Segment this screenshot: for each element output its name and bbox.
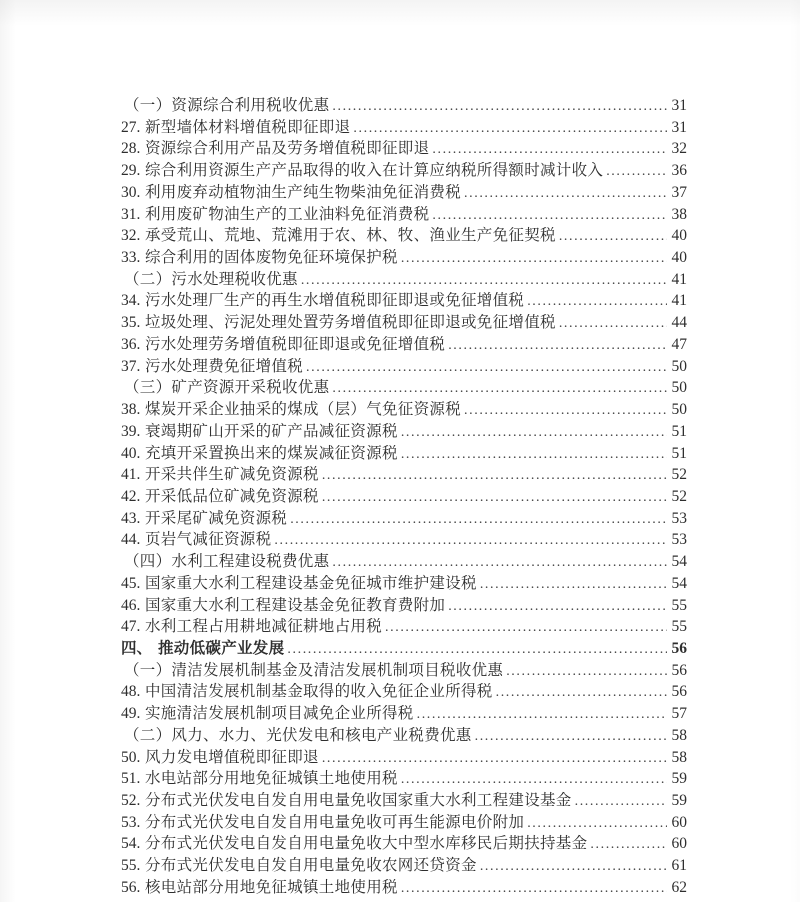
toc-entry-page: 60 — [671, 813, 687, 831]
toc-entry-page: 51 — [671, 444, 687, 462]
toc-entry-page: 52 — [671, 487, 687, 505]
toc-entry-title: （二）风力、水力、光伏发电和核电产业税费优惠 — [124, 726, 472, 744]
toc-entry-title: 垃圾处理、污泥处理处置劳务增值税即征即退或免征增值税 — [145, 314, 556, 332]
toc-entry-title: 利用废弃动植物油生产纯生物柴油免征消费税 — [145, 183, 462, 201]
toc-entry-page: 61 — [671, 857, 687, 875]
dot-leader — [287, 639, 667, 661]
toc-entry-page: 50 — [671, 379, 687, 397]
dot-leader — [506, 661, 667, 683]
toc-entry — [121, 529, 687, 551]
toc-entry — [121, 377, 687, 399]
toc-entry-title: 实施清洁发展机制项目减免企业所得税 — [145, 705, 414, 723]
toc-entry-page: 41 — [671, 292, 687, 310]
toc-entry-page: 62 — [671, 878, 687, 896]
toc-entry-number: 43. — [121, 509, 141, 527]
toc-entry-title: （一）资源综合利用税收优惠 — [124, 97, 330, 114]
toc-entry-page: 41 — [671, 270, 687, 288]
dot-leader — [322, 748, 667, 770]
toc-entry — [121, 703, 687, 725]
toc-entry-page: 51 — [671, 422, 687, 440]
toc-entry-number: 45. — [121, 574, 141, 592]
dot-leader — [332, 552, 667, 574]
toc-entry-title: 国家重大水利工程建设基金免征教育费附加 — [145, 596, 446, 614]
toc-entry — [121, 812, 687, 834]
toc-entry-title: 国家重大水利工程建设基金免征城市维护建设税 — [145, 574, 477, 592]
toc-entry-page: 56 — [671, 683, 687, 701]
toc-entry-number: 56. — [121, 878, 141, 896]
toc-entry — [121, 595, 687, 617]
toc-entry-page: 60 — [671, 835, 687, 853]
toc-entry-title: 中国清洁发展机制基金取得的收入免征企业所得税 — [145, 683, 493, 701]
toc-entry-title: 承受荒山、荒地、荒滩用于农、林、牧、渔业生产免征契税 — [145, 227, 556, 245]
toc-entry-page: 50 — [671, 357, 687, 375]
toc-entry-title: 资源综合利用产品及劳务增值税即征即退 — [145, 140, 430, 158]
toc-entry-page: 59 — [671, 792, 687, 809]
toc-entry-page: 32 — [671, 140, 687, 158]
toc-entry-title: 污水处理费免征增值税 — [145, 357, 304, 375]
toc-entry-page: 53 — [671, 509, 687, 527]
dot-leader — [322, 465, 667, 487]
dot-leader — [332, 378, 667, 400]
dot-leader — [301, 270, 667, 292]
toc-entry-number: 37. — [121, 357, 141, 375]
dot-leader — [464, 183, 667, 205]
toc-entry — [121, 638, 687, 660]
toc-entry-title: 新型墙体材料增值税即征即退 — [145, 118, 351, 136]
toc-entry-title: 开采尾矿减免资源税 — [145, 509, 288, 527]
dot-leader — [606, 161, 667, 183]
toc-entry-number: 42. — [121, 487, 141, 505]
toc-entry-title: 分布式光伏发电自发自用电量免收农网还贷资金 — [145, 857, 477, 875]
toc-entry-title: 水电站部分用地免征城镇土地使用税 — [145, 770, 398, 788]
dot-leader — [401, 422, 667, 444]
toc-entry-number: 53. — [121, 813, 141, 831]
toc-entry-number: 32. — [121, 227, 141, 245]
toc-entry — [121, 204, 687, 226]
toc-entry-title: 分布式光伏发电自发自用电量免收国家重大水利工程建设基金 — [145, 792, 572, 809]
toc-entry — [121, 616, 687, 638]
toc-entry-page: 31 — [671, 118, 687, 136]
toc-entry — [121, 464, 687, 486]
toc-entry-number: 44. — [121, 531, 141, 549]
toc-entry-page: 59 — [671, 770, 687, 788]
toc-entry — [121, 421, 687, 443]
toc-entry-title: （三）矿产资源开采税收优惠 — [124, 379, 330, 397]
dot-leader — [401, 769, 667, 791]
toc-entry-page: 57 — [671, 705, 687, 723]
dot-leader — [475, 726, 667, 748]
dot-leader — [401, 248, 667, 270]
toc-entry-number: 51. — [121, 770, 141, 788]
dot-leader — [417, 704, 667, 726]
table-of-contents — [121, 95, 687, 899]
toc-entry-title: 核电站部分用地免征城镇土地使用税 — [145, 878, 398, 896]
toc-entry-page: 44 — [671, 314, 687, 332]
toc-entry-title: 煤炭开采企业抽采的煤成（层）气免征资源税 — [145, 401, 462, 419]
dot-leader — [590, 834, 667, 856]
toc-entry-number: 33. — [121, 249, 141, 267]
dot-leader — [496, 682, 667, 704]
dot-leader — [290, 509, 667, 531]
toc-entry-title: 污水处理劳务增值税即征即退或免征增值税 — [145, 335, 446, 353]
toc-entry — [121, 334, 687, 356]
toc-entry-number: 47. — [121, 618, 141, 636]
toc-entry-page: 47 — [671, 335, 687, 353]
toc-entry-page: 58 — [671, 748, 687, 766]
toc-entry-title: 风力发电增值税即征即退 — [145, 748, 319, 766]
toc-entry-title: 推动低碳产业发展 — [158, 639, 285, 657]
toc-entry — [121, 790, 687, 812]
toc-entry — [121, 182, 687, 204]
toc-entry — [121, 747, 687, 769]
dot-leader — [332, 96, 667, 118]
toc-entry-title: （四）水利工程建设税费优惠 — [124, 553, 330, 571]
toc-entry — [121, 855, 687, 877]
dot-leader — [322, 487, 667, 509]
toc-entry-number: 49. — [121, 705, 141, 723]
toc-entry — [121, 508, 687, 530]
dot-leader — [480, 856, 667, 878]
dot-leader — [432, 205, 667, 227]
dot-leader — [448, 335, 667, 357]
toc-entry-page: 52 — [671, 466, 687, 484]
toc-entry — [121, 117, 687, 139]
toc-entry-page: 58 — [671, 726, 687, 744]
toc-entry-number: 54. — [121, 835, 141, 853]
toc-entry — [121, 356, 687, 378]
toc-entry-number: 30. — [121, 183, 141, 201]
toc-entry-title: 综合利用的固体废物免征环境保护税 — [145, 249, 398, 267]
toc-entry-title: 分布式光伏发电自发自用电量免收大中型水库移民后期扶持基金 — [145, 835, 588, 853]
toc-entry-title: 开采共伴生矿减免资源税 — [145, 466, 319, 484]
dot-leader — [480, 574, 667, 596]
toc-entry-title: （二）污水处理税收优惠 — [124, 270, 298, 288]
toc-entry-number: 35. — [121, 314, 141, 332]
dot-leader — [306, 357, 667, 379]
dot-leader — [401, 878, 667, 900]
toc-entry-page: 31 — [671, 97, 687, 114]
dot-leader — [527, 813, 667, 835]
toc-entry-title: 衰竭期矿山开采的矿产品减征资源税 — [145, 422, 398, 440]
toc-entry — [121, 551, 687, 573]
toc-entry-page: 38 — [671, 205, 687, 223]
toc-entry-page: 40 — [671, 227, 687, 245]
toc-entry — [121, 573, 687, 595]
toc-entry-number: 41. — [121, 466, 141, 484]
toc-entry-title: 开采低品位矿减免资源税 — [145, 487, 319, 505]
toc-entry-number: 46. — [121, 596, 141, 614]
dot-leader — [401, 444, 667, 466]
dot-leader — [432, 139, 667, 161]
toc-entry — [121, 725, 687, 747]
toc-entry-title: 页岩气减征资源税 — [145, 531, 272, 549]
toc-entry-number: 55. — [121, 857, 141, 875]
dot-leader — [448, 596, 667, 618]
toc-entry-title: 分布式光伏发电自发自用电量免收可再生能源电价附加 — [145, 813, 525, 831]
dot-leader — [353, 118, 667, 140]
toc-entry-number: 36. — [121, 335, 141, 353]
dot-leader — [385, 617, 667, 639]
toc-entry-number: 52. — [121, 792, 141, 809]
toc-entry — [121, 660, 687, 682]
toc-entry-page: 36 — [671, 162, 687, 180]
toc-entry-title: 水利工程占用耕地减征耕地占用税 — [145, 618, 383, 636]
dot-leader — [527, 291, 667, 313]
toc-entry — [121, 225, 687, 247]
toc-entry — [121, 877, 687, 899]
toc-entry-title: 利用废矿物油生产的工业油料免征消费税 — [145, 205, 430, 223]
toc-entry — [121, 486, 687, 508]
toc-entry — [121, 312, 687, 334]
toc-entry — [121, 290, 687, 312]
toc-entry-number: 31. — [121, 205, 141, 223]
toc-entry — [121, 399, 687, 421]
toc-entry — [121, 269, 687, 291]
dot-leader — [559, 226, 667, 248]
toc-entry-number: 48. — [121, 683, 141, 701]
toc-entry — [121, 138, 687, 160]
toc-entry-page: 54 — [671, 553, 687, 571]
toc-entry-page: 56 — [671, 639, 687, 657]
toc-entry-number: 34. — [121, 292, 141, 310]
toc-entry-number: 40. — [121, 444, 141, 462]
toc-entry-title: 污水处理厂生产的再生水增值税即征即退或免征增值税 — [145, 292, 525, 310]
toc-entry-number: 四、 — [121, 639, 153, 657]
toc-entry — [121, 443, 687, 465]
toc-entry — [121, 95, 687, 117]
toc-entry — [121, 247, 687, 269]
toc-entry-page: 40 — [671, 249, 687, 267]
toc-entry-page: 55 — [671, 618, 687, 636]
toc-entry-page: 50 — [671, 401, 687, 419]
toc-entry — [121, 681, 687, 703]
toc-entry — [121, 160, 687, 182]
toc-entry-number: 29. — [121, 162, 141, 180]
toc-entry — [121, 768, 687, 790]
toc-entry-title: （一）清洁发展机制基金及清洁发展机制项目税收优惠 — [124, 661, 504, 679]
toc-entry-number: 39. — [121, 422, 141, 440]
dot-leader — [575, 791, 667, 813]
toc-entry-number: 50. — [121, 748, 141, 766]
toc-entry-number: 28. — [121, 140, 141, 158]
toc-entry-page: 55 — [671, 596, 687, 614]
dot-leader — [559, 313, 667, 335]
toc-entry-number: 38. — [121, 401, 141, 419]
toc-entry-title: 充填开采置换出来的煤炭减征资源税 — [145, 444, 398, 462]
dot-leader — [274, 530, 667, 552]
dot-leader — [464, 400, 667, 422]
toc-entry-title: 综合利用资源生产产品取得的收入在计算应纳税所得额时减计收入 — [145, 162, 604, 180]
toc-entry-page: 37 — [671, 183, 687, 201]
toc-entry — [121, 833, 687, 855]
toc-entry-page: 53 — [671, 531, 687, 549]
toc-entry-number: 27. — [121, 118, 141, 136]
toc-entry-page: 54 — [671, 574, 687, 592]
toc-entry-page: 56 — [671, 661, 687, 679]
